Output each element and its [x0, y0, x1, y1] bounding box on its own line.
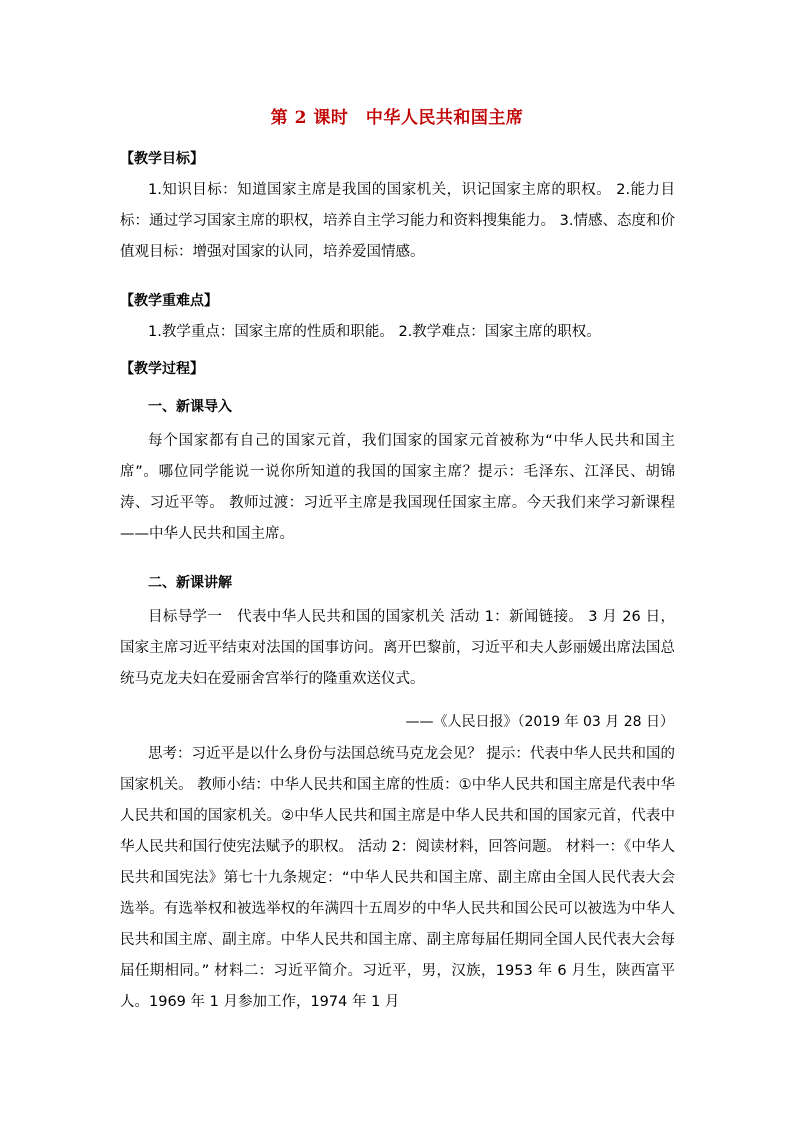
key-points-paragraph: 1.教学重点：国家主席的性质和职能。 2.教学难点：国家主席的职权。 [148, 324, 601, 340]
section-heading-process: 【教学过程】 [120, 361, 204, 377]
lecture-paragraph-2: 思考：习近平是以什么身份与法国总统马克龙会见？ 提示：代表中华人民共和国的国家机关。 教师小结：中华人民共和国主席的性质：①中华人民共和国主席是代表中华人民共和国的国家机关。②中华人民共和国主席是中华人民共和国的国家元首，代表中华人民共和国行使宪法赋予的职权。 活动 2：阅读材料，回答问题。 材料一：《中华人民共和国宪法》第七十九条规定：“中华人民共和国主席、副主席由全国人民代表大会选举。有选举权和被选举权的年满四十五周岁的中华人民共和国公民可以被选为中华人民共和国主席、副主席。中华人民共和国主席、副主席每届任期同全国人民代表大会每届任期相同。” 材料二：习近平简介。习近平，男，汉族，1953 年 6 月生，陕西富平人。1969 年 1 月参加工作，1974 年 1 月 [120, 746, 675, 1010]
page-title: 第 2 课时 中华人民共和国主席 [270, 108, 524, 128]
intro-paragraph: 每个国家都有自己的国家元首，我们国家的国家元首被称为“中华人民共和国主席”。哪位同学能说一说你所知道的我国的国家主席？提示：毛泽东、江泽民、胡锦涛、习近平等。 教师过渡：习近平主席是我国现任国家主席。今天我们来学习新课程——中华人民共和国主席。 [120, 433, 675, 542]
section-heading-objectives: 【教学目标】 [120, 151, 204, 167]
intro-heading: 一、新课导入 [148, 399, 232, 415]
objectives-paragraph: 1.知识目标：知道国家主席是我国的国家机关，识记国家主席的职权。 2.能力目标：通过学习国家主席的职权，培养自主学习能力和资料搜集能力。 3.情感、态度和价值观目标：增强对国家的认同，培养爱国情感。 [120, 182, 675, 260]
lecture-paragraph-1: 目标导学一 代表中华人民共和国的国家机关 活动 1：新闻链接。 3 月 26 日，国家主席习近平结束对法国的国事访问。离开巴黎前，习近平和夫人彭丽媛出席法国总统马克龙夫妇在爱丽舍宫举行的隆重欢送仪式。 [120, 609, 675, 687]
news-source: ——《人民日报》（2019 年 03 月 28 日） [405, 714, 674, 730]
lecture-heading: 二、新课讲解 [148, 575, 232, 591]
section-heading-key-points: 【教学重难点】 [120, 293, 218, 309]
